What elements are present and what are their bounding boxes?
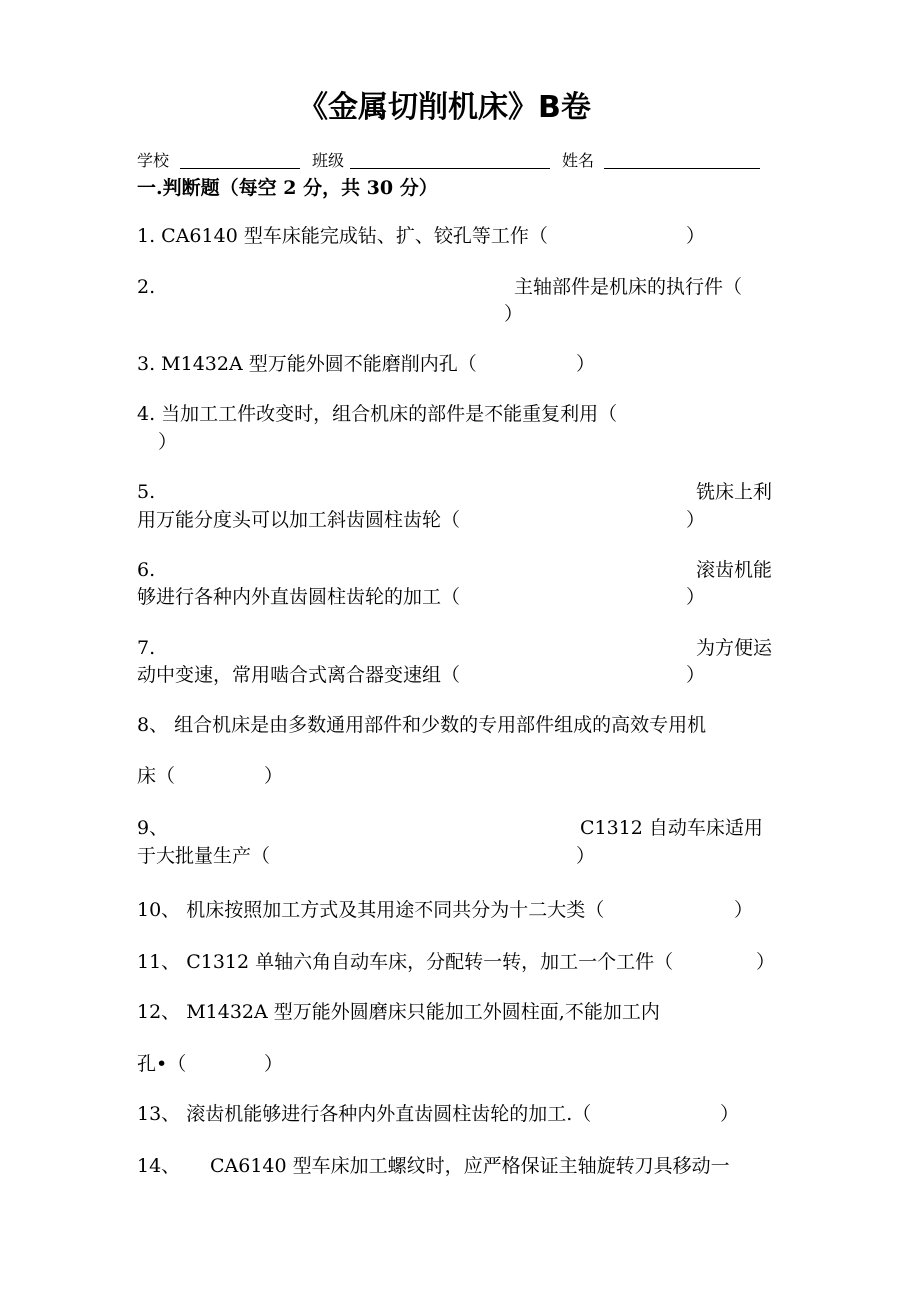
question-8-close: ） bbox=[264, 765, 284, 787]
question-2-number: 2. bbox=[137, 276, 156, 298]
question-8: 8、 组合机床是由多数通用部件和少数的专用部件组成的高效专用机 bbox=[137, 714, 707, 736]
question-1: 1. CA6140 型车床能完成钻、扩、铰孔等工作（ bbox=[137, 225, 548, 247]
question-12-close: ） bbox=[264, 1053, 284, 1075]
question-4: 4. 当加工工件改变时，组合机床的部件是不能重复利用（ bbox=[137, 403, 618, 425]
question-7-right: 为方便运 bbox=[696, 637, 773, 659]
question-4-close: ） bbox=[158, 431, 178, 453]
question-14-number: 14、 bbox=[137, 1155, 181, 1177]
question-6: 够进行各种内外直齿圆柱齿轮的加工（ bbox=[137, 586, 461, 608]
question-11-close: ） bbox=[756, 951, 776, 973]
school-blank bbox=[180, 152, 300, 169]
question-1-close: ） bbox=[686, 225, 706, 247]
question-5-right: 铣床上利 bbox=[696, 481, 773, 503]
question-10-close: ） bbox=[734, 899, 754, 921]
question-14: CA6140 型车床加工螺纹时，应严格保证主轴旋转刀具移动一 bbox=[210, 1155, 730, 1177]
question-10: 10、 机床按照加工方式及其用途不同共分为十二大类（ bbox=[137, 899, 605, 921]
question-6-right: 滚齿机能 bbox=[696, 559, 773, 581]
question-2-close: ） bbox=[504, 303, 524, 325]
question-3: 3. M1432A 型万能外圆不能磨削内孔（ bbox=[137, 353, 477, 375]
section-heading: 一.判断题（每空 2 分，共 30 分） bbox=[137, 177, 438, 199]
question-5-number: 5. bbox=[137, 481, 156, 503]
question-5-close: ） bbox=[686, 509, 706, 531]
question-7-close: ） bbox=[686, 664, 706, 686]
question-13: 13、 滚齿机能够进行各种内外直齿圆柱齿轮的加工.（ bbox=[137, 1103, 592, 1125]
question-7: 动中变速，常用啮合式离合器变速组（ bbox=[137, 664, 461, 686]
question-12-continuation: 孔•（ bbox=[137, 1053, 187, 1075]
question-5: 用万能分度头可以加工斜齿圆柱齿轮（ bbox=[137, 509, 461, 531]
question-8-continuation: 床（ bbox=[137, 765, 176, 787]
question-6-number: 6. bbox=[137, 559, 156, 581]
class-blank bbox=[350, 152, 550, 169]
question-13-close: ） bbox=[720, 1103, 740, 1125]
page-title: 《金属切削机床》B卷 bbox=[298, 90, 591, 125]
school-label: 学校 bbox=[137, 151, 170, 170]
question-9-right: C1312 自动车床适用 bbox=[580, 817, 763, 839]
question-6-close: ） bbox=[686, 586, 706, 608]
question-12: 12、 M1432A 型万能外圆磨床只能加工外圆柱面,不能加工内 bbox=[137, 1001, 660, 1023]
question-3-close: ） bbox=[576, 353, 596, 375]
question-11: 11、 C1312 单轴六角自动车床，分配转一转，加工一个工件（ bbox=[137, 951, 674, 973]
question-9-number: 9、 bbox=[137, 817, 169, 839]
question-7-number: 7. bbox=[137, 637, 156, 659]
question-9-close: ） bbox=[576, 845, 596, 867]
name-blank bbox=[604, 152, 760, 169]
question-2: 主轴部件是机床的执行件（ bbox=[514, 276, 743, 298]
question-9: 于大批量生产（ bbox=[137, 845, 271, 867]
class-label: 班级 bbox=[312, 151, 345, 170]
name-label: 姓名 bbox=[562, 151, 595, 170]
